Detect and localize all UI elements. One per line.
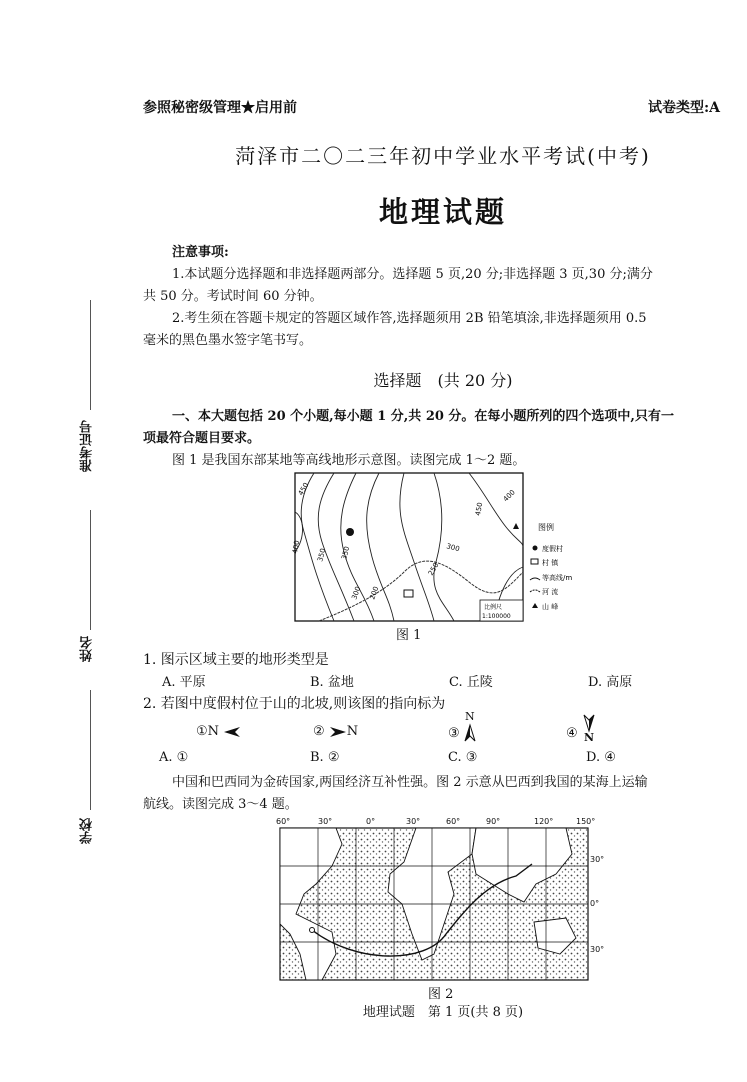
north-arrow-icon bbox=[583, 714, 595, 732]
q1-option-a: A. 平原 bbox=[162, 675, 206, 690]
legend-resort: 度假村 bbox=[542, 545, 563, 553]
notice-heading: 注意事项: bbox=[172, 245, 229, 260]
legend-contour-icon bbox=[530, 578, 540, 580]
village-marker bbox=[404, 590, 413, 597]
north-letter: N bbox=[207, 724, 220, 739]
q2-option-b: B. ② bbox=[310, 750, 340, 765]
contour-line bbox=[400, 473, 434, 621]
binding-line-low bbox=[90, 690, 91, 810]
notice-item2-line1: 2.考生须在答题卡规定的答题区域作答,选择题须用 2B 铅笔填涂,非选择题须用 0.5 bbox=[172, 311, 647, 326]
notice-item2-line2: 毫米的黑色墨水签字笔书写。 bbox=[143, 333, 313, 348]
q1-stem: 1. 图示区域主要的地形类型是 bbox=[143, 652, 329, 668]
contour-label: 350 bbox=[340, 545, 352, 561]
contour-label: 300 bbox=[350, 585, 363, 601]
legend-resort-icon bbox=[533, 546, 538, 551]
fig1-intro: 图 1 是我国东部某地等高线地形示意图。读图完成 1～2 题。 bbox=[172, 453, 526, 468]
contour-label: 450 bbox=[296, 481, 311, 497]
contour-label: 450 bbox=[474, 501, 485, 517]
contour-line bbox=[301, 473, 334, 621]
north-letter: N bbox=[465, 710, 475, 723]
subject-title: 地理试题 bbox=[378, 195, 507, 229]
q1-option-d: D. 高原 bbox=[588, 675, 633, 690]
side-label-name: 姓名 bbox=[80, 636, 95, 662]
q2-option-c: C. ③ bbox=[448, 750, 478, 765]
arrow-number: ② bbox=[313, 724, 325, 739]
contour-label: 250 bbox=[426, 561, 441, 577]
legend-peak: 山 峰 bbox=[542, 603, 559, 611]
legend-river-icon bbox=[530, 590, 540, 592]
paper-type-label: 试卷类型:A bbox=[648, 100, 721, 116]
q2-option-d: D. ④ bbox=[586, 750, 616, 765]
figure1-caption: 图 1 bbox=[396, 628, 422, 643]
legend-peak-icon bbox=[532, 603, 538, 608]
longitude-label: 120° bbox=[534, 817, 554, 826]
peak-marker bbox=[513, 523, 519, 529]
contour-label: 400 bbox=[291, 539, 302, 555]
scale-value: 1:100000 bbox=[482, 613, 511, 620]
longitude-label: 60° bbox=[276, 817, 291, 826]
q1-option-b: B. 盆地 bbox=[310, 675, 354, 690]
page-footer: 地理试题 第 1 页(共 8 页) bbox=[362, 1005, 524, 1020]
north-letter: N bbox=[584, 731, 595, 744]
arrow-option-1 bbox=[196, 724, 241, 739]
contour-label: 300 bbox=[445, 542, 461, 554]
longitude-label: 60° bbox=[446, 817, 461, 826]
latitude-label: 30° bbox=[590, 855, 605, 864]
arrow-number: ③ bbox=[448, 726, 460, 741]
longitude-label: 30° bbox=[318, 817, 333, 826]
arrow-option-2 bbox=[313, 724, 358, 739]
legend-village-icon bbox=[531, 559, 538, 564]
route-start-marker bbox=[310, 928, 315, 933]
longitude-label: 90° bbox=[486, 817, 501, 826]
legend-river: 河 流 bbox=[542, 588, 559, 596]
figure2-world-map bbox=[276, 814, 616, 986]
north-letter: N bbox=[346, 724, 359, 739]
exam-title: 菏泽市二〇二三年初中学业水平考试(中考) bbox=[235, 144, 651, 168]
latitude-label: 0° bbox=[590, 899, 600, 908]
confidential-label: 参照秘密级管理★启用前 bbox=[143, 100, 297, 116]
arrow-number: ④ bbox=[566, 726, 578, 741]
arrow-number: ① bbox=[196, 724, 208, 739]
scale-label: 比例尺 bbox=[484, 604, 503, 611]
contour-label: 350 bbox=[316, 547, 328, 563]
north-arrow-icon bbox=[329, 726, 347, 738]
legend-contour: 等高线/m bbox=[542, 574, 573, 582]
binding-line-top bbox=[90, 300, 91, 410]
longitude-label: 0° bbox=[366, 817, 376, 826]
longitude-label: 30° bbox=[406, 817, 421, 826]
fig2-intro-line2: 航线。读图完成 3～4 题。 bbox=[143, 797, 298, 812]
side-label-exam-id: 准考证号 bbox=[80, 420, 95, 472]
legend-village: 村 镇 bbox=[542, 559, 559, 567]
figure1-contour-map bbox=[291, 472, 594, 624]
legend-title: 图例 bbox=[538, 523, 554, 532]
side-label-school: 学校 bbox=[80, 818, 95, 844]
contour-label: 200 bbox=[368, 585, 381, 601]
latitude-label: 30° bbox=[590, 945, 605, 954]
q2-option-a: A. ① bbox=[159, 750, 189, 765]
longitude-label: 150° bbox=[576, 817, 596, 826]
north-arrow-icon bbox=[223, 726, 241, 738]
notice-item1-line2: 共 50 分。考试时间 60 分钟。 bbox=[143, 289, 323, 304]
resort-marker bbox=[346, 528, 354, 536]
section-title: 选择题 (共 20 分) bbox=[373, 371, 513, 390]
figure2-caption: 图 2 bbox=[428, 987, 454, 1002]
q1-option-c: C. 丘陵 bbox=[449, 675, 493, 690]
contour-label: 400 bbox=[501, 488, 517, 504]
notice-item1-line1: 1.本试题分选择题和非选择题两部分。选择题 5 页,20 分;非选择题 3 页,30 分;满分 bbox=[172, 267, 653, 282]
fig2-intro-line1: 中国和巴西同为金砖国家,两国经济互补性强。图 2 示意从巴西到我国的某海上运输 bbox=[172, 775, 648, 790]
instructions-line2: 项最符合题目要求。 bbox=[143, 431, 261, 446]
north-arrow-icon bbox=[464, 724, 476, 742]
binding-line-mid bbox=[90, 510, 91, 630]
q2-stem: 2. 若图中度假村位于山的北坡,则该图的指向标为 bbox=[143, 696, 446, 712]
instructions-line1: 一、本大题包括 20 个小题,每小题 1 分,共 20 分。在每小题所列的四个选项中,只有一 bbox=[172, 409, 674, 424]
